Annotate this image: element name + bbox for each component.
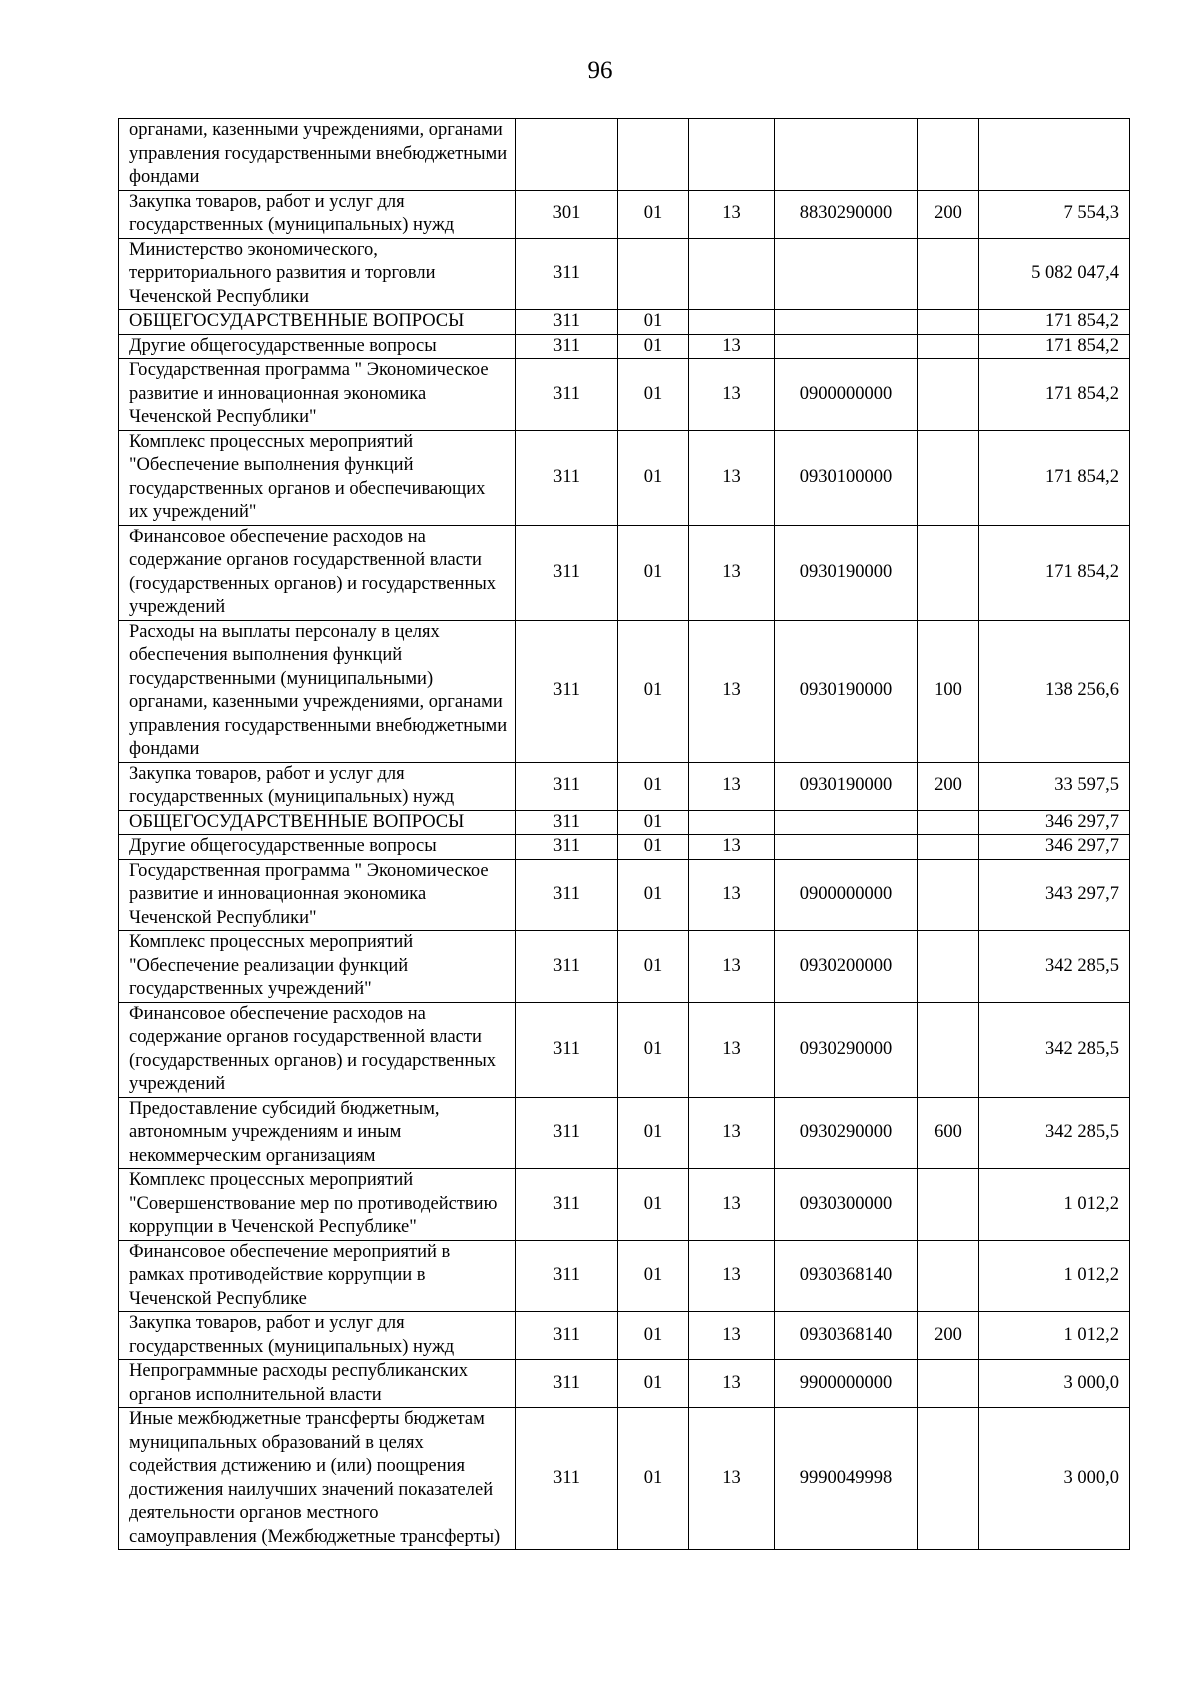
table-row xyxy=(119,430,1130,525)
subsection-code-cell: 13 xyxy=(689,359,775,431)
section-code-cell: 01 xyxy=(618,190,689,238)
expense-name-cell: Государственная программа " Экономическое развитие и инновационная экономика Чеченской Республики" xyxy=(119,359,516,431)
section-code-cell xyxy=(618,119,689,191)
section-code-cell: 01 xyxy=(618,1002,689,1097)
expense-type-cell xyxy=(918,334,979,359)
subsection-code-cell: 13 xyxy=(689,1097,775,1169)
expense-type-cell xyxy=(918,859,979,931)
amount-cell: 171 854,2 xyxy=(979,525,1130,620)
expense-name-cell: Финансовое обеспечение расходов на содержание органов государственной власти (государственных органов) и государственных учреждений xyxy=(119,1002,516,1097)
expense-name-cell: Финансовое обеспечение расходов на содержание органов государственной власти (государственных органов) и государственных учреждений xyxy=(119,525,516,620)
subsection-code-cell: 13 xyxy=(689,334,775,359)
amount-cell: 171 854,2 xyxy=(979,334,1130,359)
table-row xyxy=(119,359,1130,431)
amount-cell: 138 256,6 xyxy=(979,620,1130,762)
expense-name-cell: Закупка товаров, работ и услуг для государственных (муниципальных) нужд xyxy=(119,1312,516,1360)
grbs-code-cell: 311 xyxy=(516,334,618,359)
section-code-cell: 01 xyxy=(618,1408,689,1550)
amount-cell: 342 285,5 xyxy=(979,1002,1130,1097)
table-row xyxy=(119,1312,1130,1360)
target-article-cell: 0930368140 xyxy=(775,1312,918,1360)
grbs-code-cell: 311 xyxy=(516,1240,618,1312)
grbs-code-cell: 311 xyxy=(516,310,618,335)
amount-cell: 3 000,0 xyxy=(979,1408,1130,1550)
target-article-cell: 0930290000 xyxy=(775,1097,918,1169)
section-code-cell: 01 xyxy=(618,525,689,620)
subsection-code-cell: 13 xyxy=(689,525,775,620)
subsection-code-cell: 13 xyxy=(689,1360,775,1408)
target-article-cell xyxy=(775,238,918,310)
grbs-code-cell: 311 xyxy=(516,859,618,931)
grbs-code-cell: 311 xyxy=(516,1002,618,1097)
expense-type-cell xyxy=(918,1240,979,1312)
subsection-code-cell xyxy=(689,119,775,191)
grbs-code-cell xyxy=(516,119,618,191)
expense-type-cell: 600 xyxy=(918,1097,979,1169)
table-row xyxy=(119,835,1130,860)
expense-type-cell: 200 xyxy=(918,762,979,810)
grbs-code-cell: 311 xyxy=(516,620,618,762)
amount-cell: 3 000,0 xyxy=(979,1360,1130,1408)
subsection-code-cell xyxy=(689,238,775,310)
target-article-cell: 0900000000 xyxy=(775,359,918,431)
subsection-code-cell: 13 xyxy=(689,190,775,238)
table-row xyxy=(119,762,1130,810)
expense-name-cell: Закупка товаров, работ и услуг для государственных (муниципальных) нужд xyxy=(119,190,516,238)
section-code-cell: 01 xyxy=(618,835,689,860)
target-article-cell: 0930190000 xyxy=(775,620,918,762)
table-row xyxy=(119,1002,1130,1097)
expense-type-cell xyxy=(918,119,979,191)
target-article-cell xyxy=(775,835,918,860)
grbs-code-cell: 311 xyxy=(516,1169,618,1241)
target-article-cell: 0930100000 xyxy=(775,430,918,525)
expense-type-cell: 200 xyxy=(918,1312,979,1360)
table-row xyxy=(119,859,1130,931)
grbs-code-cell: 311 xyxy=(516,810,618,835)
section-code-cell: 01 xyxy=(618,810,689,835)
expense-type-cell: 200 xyxy=(918,190,979,238)
table-row xyxy=(119,238,1130,310)
section-code-cell xyxy=(618,238,689,310)
grbs-code-cell: 311 xyxy=(516,1312,618,1360)
table-row xyxy=(119,310,1130,335)
expense-name-cell: Комплекс процессных мероприятий "Совершенствование мер по противодействию коррупции в Чеченской Республике" xyxy=(119,1169,516,1241)
table-row xyxy=(119,1169,1130,1241)
expense-type-cell: 100 xyxy=(918,620,979,762)
section-code-cell: 01 xyxy=(618,1169,689,1241)
grbs-code-cell: 311 xyxy=(516,525,618,620)
subsection-code-cell: 13 xyxy=(689,1002,775,1097)
subsection-code-cell: 13 xyxy=(689,1240,775,1312)
table-row xyxy=(119,810,1130,835)
table-row xyxy=(119,525,1130,620)
expense-name-cell: Предоставление субсидий бюджетным, автономным учреждениям и иным некоммерческим организациям xyxy=(119,1097,516,1169)
amount-cell: 1 012,2 xyxy=(979,1240,1130,1312)
section-code-cell: 01 xyxy=(618,762,689,810)
expense-name-cell: Комплекс процессных мероприятий "Обеспечение реализации функций государственных учреждений" xyxy=(119,931,516,1003)
section-code-cell: 01 xyxy=(618,334,689,359)
page-number: 96 xyxy=(587,57,613,84)
amount-cell xyxy=(979,119,1130,191)
section-code-cell: 01 xyxy=(618,620,689,762)
amount-cell: 1 012,2 xyxy=(979,1312,1130,1360)
table-row xyxy=(119,1097,1130,1169)
target-article-cell: 0930190000 xyxy=(775,762,918,810)
target-article-cell xyxy=(775,334,918,359)
expense-type-cell xyxy=(918,310,979,335)
expense-type-cell xyxy=(918,359,979,431)
section-code-cell: 01 xyxy=(618,310,689,335)
section-code-cell: 01 xyxy=(618,859,689,931)
expense-name-cell: ОБЩЕГОСУДАРСТВЕННЫЕ ВОПРОСЫ xyxy=(119,810,516,835)
subsection-code-cell xyxy=(689,310,775,335)
subsection-code-cell: 13 xyxy=(689,430,775,525)
target-article-cell: 0930190000 xyxy=(775,525,918,620)
grbs-code-cell: 301 xyxy=(516,190,618,238)
amount-cell: 346 297,7 xyxy=(979,835,1130,860)
amount-cell: 1 012,2 xyxy=(979,1169,1130,1241)
section-code-cell: 01 xyxy=(618,1097,689,1169)
expense-type-cell xyxy=(918,810,979,835)
grbs-code-cell: 311 xyxy=(516,430,618,525)
amount-cell: 342 285,5 xyxy=(979,1097,1130,1169)
expense-type-cell xyxy=(918,1360,979,1408)
expense-type-cell xyxy=(918,1408,979,1550)
target-article-cell: 0930200000 xyxy=(775,931,918,1003)
amount-cell: 171 854,2 xyxy=(979,310,1130,335)
table-row xyxy=(119,119,1130,191)
section-code-cell: 01 xyxy=(618,1240,689,1312)
grbs-code-cell: 311 xyxy=(516,835,618,860)
section-code-cell: 01 xyxy=(618,931,689,1003)
expense-name-cell: Финансовое обеспечение мероприятий в рамках противодействие коррупции в Чеченской Республике xyxy=(119,1240,516,1312)
grbs-code-cell: 311 xyxy=(516,359,618,431)
amount-cell: 171 854,2 xyxy=(979,359,1130,431)
table-row xyxy=(119,190,1130,238)
expense-name-cell: Государственная программа " Экономическое развитие и инновационная экономика Чеченской Республики" xyxy=(119,859,516,931)
subsection-code-cell: 13 xyxy=(689,859,775,931)
expense-name-cell: Министерство экономического, территориального развития и торговли Чеченской Республики xyxy=(119,238,516,310)
expense-name-cell: Другие общегосударственные вопросы xyxy=(119,334,516,359)
subsection-code-cell: 13 xyxy=(689,931,775,1003)
target-article-cell: 0930368140 xyxy=(775,1240,918,1312)
budget-table-body xyxy=(119,119,1130,1550)
expense-name-cell: Комплекс процессных мероприятий "Обеспечение выполнения функций государственных органов и обеспечивающих их учреждений" xyxy=(119,430,516,525)
subsection-code-cell: 13 xyxy=(689,1408,775,1550)
budget-table xyxy=(118,118,1130,1550)
target-article-cell: 9990049998 xyxy=(775,1408,918,1550)
subsection-code-cell: 13 xyxy=(689,620,775,762)
grbs-code-cell: 311 xyxy=(516,931,618,1003)
section-code-cell: 01 xyxy=(618,359,689,431)
expense-type-cell xyxy=(918,835,979,860)
target-article-cell: 8830290000 xyxy=(775,190,918,238)
amount-cell: 33 597,5 xyxy=(979,762,1130,810)
section-code-cell: 01 xyxy=(618,1312,689,1360)
expense-name-cell: Закупка товаров, работ и услуг для государственных (муниципальных) нужд xyxy=(119,762,516,810)
subsection-code-cell: 13 xyxy=(689,835,775,860)
table-row xyxy=(119,1240,1130,1312)
expense-type-cell xyxy=(918,430,979,525)
grbs-code-cell: 311 xyxy=(516,1097,618,1169)
expense-type-cell xyxy=(918,238,979,310)
expense-type-cell xyxy=(918,931,979,1003)
target-article-cell: 0930290000 xyxy=(775,1002,918,1097)
expense-type-cell xyxy=(918,1169,979,1241)
target-article-cell xyxy=(775,310,918,335)
section-code-cell: 01 xyxy=(618,1360,689,1408)
table-row xyxy=(119,931,1130,1003)
table-row xyxy=(119,1360,1130,1408)
grbs-code-cell: 311 xyxy=(516,1408,618,1550)
expense-name-cell: органами, казенными учреждениями, органами управления государственными внебюджетными фондами xyxy=(119,119,516,191)
target-article-cell xyxy=(775,810,918,835)
target-article-cell xyxy=(775,119,918,191)
expense-name-cell: Непрограммные расходы республиканских органов исполнительной власти xyxy=(119,1360,516,1408)
section-code-cell: 01 xyxy=(618,430,689,525)
subsection-code-cell: 13 xyxy=(689,1169,775,1241)
subsection-code-cell: 13 xyxy=(689,1312,775,1360)
grbs-code-cell: 311 xyxy=(516,762,618,810)
grbs-code-cell: 311 xyxy=(516,1360,618,1408)
target-article-cell: 0900000000 xyxy=(775,859,918,931)
amount-cell: 171 854,2 xyxy=(979,430,1130,525)
expense-name-cell: Другие общегосударственные вопросы xyxy=(119,835,516,860)
table-row xyxy=(119,620,1130,762)
target-article-cell: 9900000000 xyxy=(775,1360,918,1408)
amount-cell: 346 297,7 xyxy=(979,810,1130,835)
subsection-code-cell: 13 xyxy=(689,762,775,810)
expense-name-cell: Расходы на выплаты персоналу в целях обеспечения выполнения функций государственными (муниципальными) органами, казенными учреждениями, органами управления государственными внебюджетными фондами xyxy=(119,620,516,762)
amount-cell: 343 297,7 xyxy=(979,859,1130,931)
grbs-code-cell: 311 xyxy=(516,238,618,310)
expense-name-cell: ОБЩЕГОСУДАРСТВЕННЫЕ ВОПРОСЫ xyxy=(119,310,516,335)
table-row xyxy=(119,334,1130,359)
expense-name-cell: Иные межбюджетные трансферты бюджетам муниципальных образований в целях содействия дстижению и (или) поощрения достижения наилучших значений показателей деятельности органов местного самоуправления (Межбюджетные трансферты) xyxy=(119,1408,516,1550)
expense-type-cell xyxy=(918,525,979,620)
expense-type-cell xyxy=(918,1002,979,1097)
amount-cell: 342 285,5 xyxy=(979,931,1130,1003)
amount-cell: 5 082 047,4 xyxy=(979,238,1130,310)
target-article-cell: 0930300000 xyxy=(775,1169,918,1241)
table-row xyxy=(119,1408,1130,1550)
amount-cell: 7 554,3 xyxy=(979,190,1130,238)
subsection-code-cell xyxy=(689,810,775,835)
